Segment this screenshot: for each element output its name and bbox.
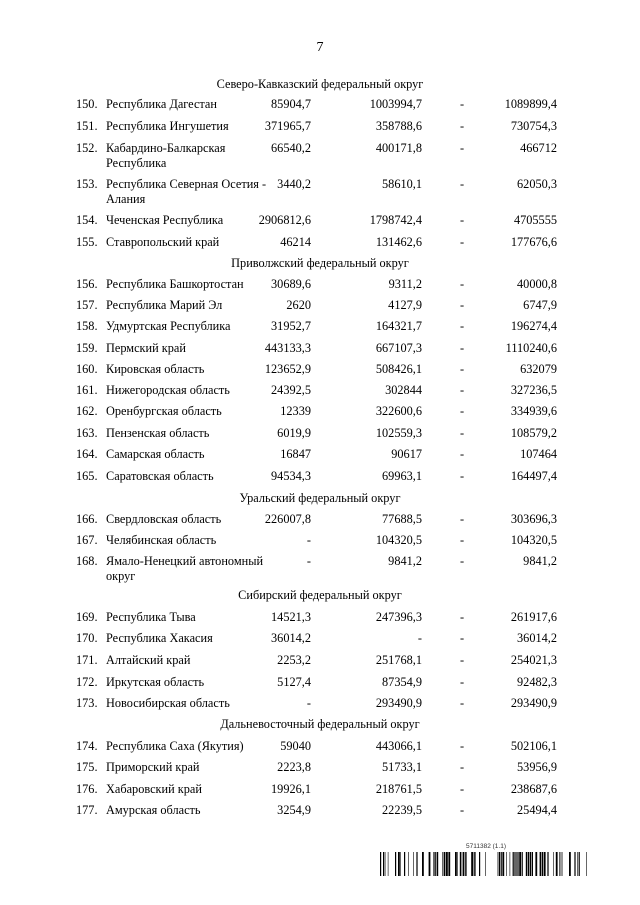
- row-number: 176.: [76, 782, 98, 796]
- region-name: Самарская область: [106, 447, 205, 461]
- value-total: 730754,3: [510, 119, 557, 133]
- row-number: 177.: [76, 803, 98, 817]
- row-number: 169.: [76, 610, 98, 624]
- value-col-3: -: [460, 319, 465, 333]
- region-name: Свердловская область: [106, 512, 222, 526]
- region-name: Республика Хакасия: [106, 631, 213, 645]
- value-col-3: -: [460, 235, 465, 249]
- section-title: Северо-Кавказский федеральный округ: [216, 77, 424, 91]
- value-total: 164497,4: [510, 469, 557, 483]
- value-col-1: 3254,9: [277, 803, 311, 817]
- row-number: 174.: [76, 739, 98, 753]
- region-name: Кабардино-Балкарская Республика: [106, 141, 226, 170]
- value-col-1: -: [306, 696, 311, 710]
- value-col-1: 19926,1: [271, 782, 311, 796]
- value-total: 25494,4: [517, 803, 557, 817]
- value-col-2: 667107,3: [375, 341, 422, 355]
- row-number: 152.: [76, 141, 98, 155]
- value-col-1: 12339: [280, 404, 311, 418]
- region-name: Амурская область: [106, 803, 201, 817]
- row-number: 167.: [76, 533, 98, 547]
- value-col-1: 2906812,6: [258, 213, 311, 227]
- region-name: Республика Марий Эл: [106, 298, 223, 312]
- value-col-3: -: [460, 803, 465, 817]
- section-title: Приволжский федеральный округ: [231, 256, 409, 270]
- value-col-2: 358788,6: [375, 119, 422, 133]
- value-col-1: 2223,8: [277, 760, 311, 774]
- value-col-2: 443066,1: [375, 739, 422, 753]
- value-total: 238687,6: [510, 782, 557, 796]
- value-col-1: 24392,5: [271, 383, 311, 397]
- value-total: 40000,8: [517, 277, 557, 291]
- value-total: 108579,2: [510, 426, 557, 440]
- region-name: Республика Башкортостан: [106, 277, 244, 291]
- value-col-3: -: [460, 782, 465, 796]
- value-col-1: 123652,9: [264, 362, 311, 376]
- value-col-3: -: [460, 533, 465, 547]
- value-total: 466712: [520, 141, 557, 155]
- region-name: Республика Тыва: [106, 610, 196, 624]
- value-total: 254021,3: [510, 653, 557, 667]
- value-col-1: 30689,6: [271, 277, 311, 291]
- value-col-3: -: [460, 554, 465, 568]
- value-col-3: -: [460, 362, 465, 376]
- document-code: 5711382 (1.1): [466, 843, 506, 850]
- value-col-1: 2253,2: [277, 653, 311, 667]
- value-col-3: -: [460, 404, 465, 418]
- row-number: 163.: [76, 426, 98, 440]
- section-title: Уральский федеральный округ: [239, 491, 401, 505]
- value-col-3: -: [460, 119, 465, 133]
- region-name: Ставропольский край: [106, 235, 220, 249]
- value-col-3: -: [460, 512, 465, 526]
- region-name: Пермский край: [106, 341, 186, 355]
- value-col-2: 131462,6: [375, 235, 422, 249]
- value-col-3: -: [460, 653, 465, 667]
- value-col-2: 1798742,4: [369, 213, 422, 227]
- value-col-2: 400171,8: [375, 141, 422, 155]
- row-number: 173.: [76, 696, 98, 710]
- value-col-1: 31952,7: [271, 319, 311, 333]
- value-col-3: -: [460, 213, 465, 227]
- value-col-2: 102559,3: [375, 426, 422, 440]
- value-col-3: -: [460, 760, 465, 774]
- row-number: 151.: [76, 119, 98, 133]
- value-total: 1089899,4: [504, 97, 557, 111]
- row-number: 159.: [76, 341, 98, 355]
- row-number: 155.: [76, 235, 98, 249]
- value-col-3: -: [460, 277, 465, 291]
- value-col-3: -: [460, 426, 465, 440]
- value-col-2: 4127,9: [388, 298, 422, 312]
- row-number: 162.: [76, 404, 98, 418]
- value-col-1: 16847: [280, 447, 311, 461]
- value-col-2: 302844: [385, 383, 422, 397]
- value-col-2: 218761,5: [375, 782, 422, 796]
- value-col-3: -: [460, 383, 465, 397]
- value-col-1: 85904,7: [271, 97, 311, 111]
- value-total: 62050,3: [517, 177, 557, 191]
- region-name: Пензенская область: [106, 426, 210, 440]
- value-col-1: 36014,2: [271, 631, 311, 645]
- region-name: Республика Саха (Якутия): [106, 739, 244, 753]
- value-col-2: 9841,2: [388, 554, 422, 568]
- value-col-3: -: [460, 469, 465, 483]
- value-col-1: 226007,8: [264, 512, 311, 526]
- value-total: 107464: [520, 447, 557, 461]
- value-total: 334939,6: [510, 404, 557, 418]
- barcode-image: [380, 852, 587, 876]
- value-col-1: 59040: [280, 739, 311, 753]
- region-name: Чеченская Республика: [106, 213, 224, 227]
- value-total: 9841,2: [523, 554, 557, 568]
- value-total: 327236,5: [510, 383, 557, 397]
- value-total: 53956,9: [517, 760, 557, 774]
- value-total: 261917,6: [510, 610, 557, 624]
- section-title: Дальневосточный федеральный округ: [220, 717, 420, 731]
- page-number: 7: [316, 40, 324, 55]
- region-name: Иркутская область: [106, 675, 205, 689]
- value-col-3: -: [460, 177, 465, 191]
- value-col-1: 443133,3: [264, 341, 311, 355]
- region-name: Кировская область: [106, 362, 205, 376]
- value-col-3: -: [460, 631, 465, 645]
- value-col-2: 58610,1: [382, 177, 422, 191]
- row-number: 161.: [76, 383, 98, 397]
- value-total: 36014,2: [517, 631, 557, 645]
- value-col-2: 293490,9: [375, 696, 422, 710]
- value-col-2: 9311,2: [388, 277, 422, 291]
- value-col-2: 1003994,7: [369, 97, 422, 111]
- value-col-2: 104320,5: [375, 533, 422, 547]
- region-name: Хабаровский край: [106, 782, 202, 796]
- value-col-3: -: [460, 675, 465, 689]
- value-total: 177676,6: [510, 235, 557, 249]
- value-total: 196274,4: [510, 319, 557, 333]
- row-number: 170.: [76, 631, 98, 645]
- value-col-3: -: [460, 696, 465, 710]
- value-total: 1110240,6: [505, 341, 557, 355]
- value-col-2: -: [417, 631, 422, 645]
- value-col-1: -: [306, 554, 311, 568]
- value-col-1: 94534,3: [271, 469, 311, 483]
- value-total: 632079: [520, 362, 557, 376]
- row-number: 160.: [76, 362, 98, 376]
- region-name: Челябинская область: [106, 533, 217, 547]
- value-col-2: 90617: [391, 447, 422, 461]
- value-col-3: -: [460, 610, 465, 624]
- row-number: 164.: [76, 447, 98, 461]
- row-number: 166.: [76, 512, 98, 526]
- value-col-2: 77688,5: [382, 512, 422, 526]
- row-number: 165.: [76, 469, 98, 483]
- section-title: Сибирский федеральный округ: [238, 588, 402, 602]
- region-name: Оренбургская область: [106, 404, 222, 418]
- value-col-1: 371965,7: [264, 119, 311, 133]
- value-total: 293490,9: [510, 696, 557, 710]
- value-col-1: 3440,2: [277, 177, 311, 191]
- value-col-3: -: [460, 341, 465, 355]
- region-name: Республика Ингушетия: [106, 119, 229, 133]
- value-col-3: -: [460, 298, 465, 312]
- value-col-1: 14521,3: [271, 610, 311, 624]
- value-total: 4705555: [513, 213, 557, 227]
- value-col-1: 6019,9: [277, 426, 311, 440]
- value-total: 303696,3: [510, 512, 557, 526]
- row-number: 154.: [76, 213, 98, 227]
- value-total: 104320,5: [510, 533, 557, 547]
- value-col-2: 251768,1: [375, 653, 422, 667]
- value-col-2: 87354,9: [382, 675, 422, 689]
- value-col-1: 2620: [286, 298, 311, 312]
- region-name: Алтайский край: [106, 653, 191, 667]
- value-col-2: 69963,1: [382, 469, 422, 483]
- value-col-2: 322600,6: [375, 404, 422, 418]
- value-col-2: 164321,7: [375, 319, 422, 333]
- region-name: Ямало-Ненецкий автономный округ: [106, 554, 264, 583]
- region-name: Новосибирская область: [106, 696, 230, 710]
- value-col-1: -: [306, 533, 311, 547]
- value-col-3: -: [460, 97, 465, 111]
- value-col-1: 66540,2: [271, 141, 311, 155]
- row-number: 153.: [76, 177, 98, 191]
- value-col-2: 51733,1: [382, 760, 422, 774]
- value-col-2: 508426,1: [375, 362, 422, 376]
- value-total: 502106,1: [510, 739, 557, 753]
- row-number: 171.: [76, 653, 98, 667]
- row-number: 157.: [76, 298, 98, 312]
- value-col-1: 46214: [280, 235, 311, 249]
- region-name: Нижегородская область: [106, 383, 230, 397]
- row-number: 168.: [76, 554, 98, 568]
- value-total: 6747,9: [523, 298, 557, 312]
- row-number: 175.: [76, 760, 98, 774]
- region-name: Республика Дагестан: [106, 97, 217, 111]
- row-number: 156.: [76, 277, 98, 291]
- value-col-3: -: [460, 447, 465, 461]
- value-total: 92482,3: [517, 675, 557, 689]
- value-col-3: -: [460, 739, 465, 753]
- value-col-3: -: [460, 141, 465, 155]
- value-col-1: 5127,4: [277, 675, 311, 689]
- region-name: Удмуртская Республика: [106, 319, 231, 333]
- value-col-2: 22239,5: [382, 803, 422, 817]
- row-number: 172.: [76, 675, 98, 689]
- value-col-2: 247396,3: [375, 610, 422, 624]
- region-name: Саратовская область: [106, 469, 214, 483]
- region-name: Приморский край: [106, 760, 200, 774]
- row-number: 150.: [76, 97, 98, 111]
- row-number: 158.: [76, 319, 98, 333]
- region-name: Республика Северная Осетия - Алания: [106, 177, 267, 206]
